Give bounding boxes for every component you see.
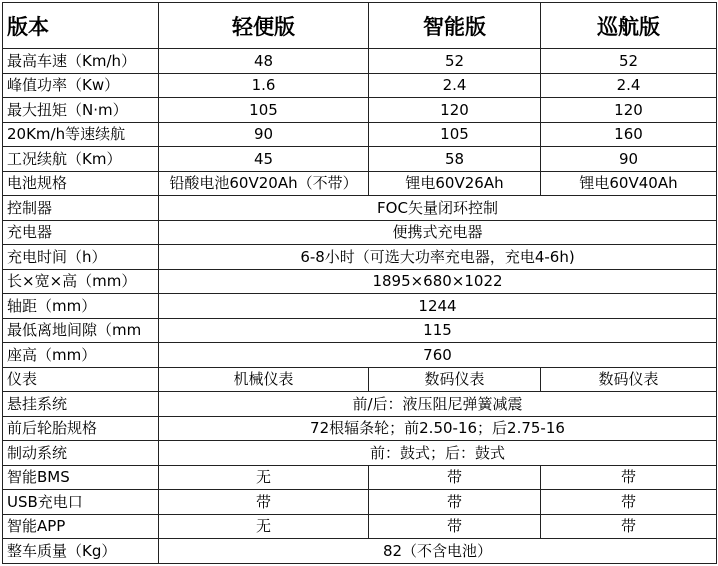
table-row xyxy=(3,269,717,294)
row-label: 充电时间（h） xyxy=(3,245,159,270)
cell-value: 105 xyxy=(159,98,369,123)
cell-value: 无 xyxy=(159,514,369,539)
row-label: 峰值功率（Kw） xyxy=(3,73,159,98)
row-label: 整车质量（Kg） xyxy=(3,539,159,564)
cell-value: 90 xyxy=(541,147,717,172)
table-row xyxy=(3,73,717,98)
table-row xyxy=(3,343,717,368)
table-row xyxy=(3,98,717,123)
cell-value: 160 xyxy=(541,122,717,147)
cell-value: 锂电60V40Ah xyxy=(541,171,717,196)
row-label: 最大扭矩（N·m） xyxy=(3,98,159,123)
table-row xyxy=(3,220,717,245)
cell-value: 58 xyxy=(369,147,541,172)
cell-value: 带 xyxy=(369,514,541,539)
table-row xyxy=(3,318,717,343)
shared-value: 1244 xyxy=(159,294,717,319)
shared-value: 760 xyxy=(159,343,717,368)
shared-value: 便携式充电器 xyxy=(159,220,717,245)
table-row xyxy=(3,49,717,74)
cell-value: 1.6 xyxy=(159,73,369,98)
cell-value: 带 xyxy=(369,490,541,515)
column-header-light: 轻便版 xyxy=(159,3,369,49)
cell-value: 带 xyxy=(541,490,717,515)
header-row xyxy=(3,3,717,49)
table-row xyxy=(3,392,717,417)
shared-value: 115 xyxy=(159,318,717,343)
table-row xyxy=(3,147,717,172)
shared-value: 82（不含电池） xyxy=(159,539,717,564)
cell-value: 带 xyxy=(541,465,717,490)
version-header: 版本 xyxy=(3,3,159,49)
cell-value: 45 xyxy=(159,147,369,172)
table-row xyxy=(3,196,717,221)
cell-value: 带 xyxy=(369,465,541,490)
cell-value: 105 xyxy=(369,122,541,147)
cell-value: 2.4 xyxy=(369,73,541,98)
cell-value: 无 xyxy=(159,465,369,490)
row-label: 长×宽×高（mm） xyxy=(3,269,159,294)
cell-value: 数码仪表 xyxy=(369,367,541,392)
table-row xyxy=(3,416,717,441)
spec-rows xyxy=(3,49,717,564)
row-label: 最高车速（Km/h） xyxy=(3,49,159,74)
cell-value: 48 xyxy=(159,49,369,74)
cell-value: 锂电60V26Ah xyxy=(369,171,541,196)
shared-value: FOC矢量闭环控制 xyxy=(159,196,717,221)
cell-value: 52 xyxy=(369,49,541,74)
table-row xyxy=(3,122,717,147)
cell-value: 120 xyxy=(541,98,717,123)
shared-value: 1895×680×1022 xyxy=(159,269,717,294)
row-label: 电池规格 xyxy=(3,171,159,196)
row-label: 控制器 xyxy=(3,196,159,221)
cell-value: 机械仪表 xyxy=(159,367,369,392)
row-label: 座高（mm） xyxy=(3,343,159,368)
table-row xyxy=(3,539,717,564)
table-row xyxy=(3,294,717,319)
shared-value: 6-8小时（可选大功率充电器，充电4-6h) xyxy=(159,245,717,270)
spec-table xyxy=(2,2,717,564)
row-label: 最低离地间隙（mm xyxy=(3,318,159,343)
cell-value: 带 xyxy=(159,490,369,515)
row-label: 工况续航（Km） xyxy=(3,147,159,172)
table-row xyxy=(3,465,717,490)
row-label: 充电器 xyxy=(3,220,159,245)
table-row xyxy=(3,514,717,539)
column-header-smart: 智能版 xyxy=(369,3,541,49)
row-label: 轴距（mm） xyxy=(3,294,159,319)
cell-value: 铅酸电池60V20Ah（不带） xyxy=(159,171,369,196)
row-label: 20Km/h等速续航 xyxy=(3,122,159,147)
column-header-cruise: 巡航版 xyxy=(541,3,717,49)
cell-value: 带 xyxy=(541,514,717,539)
shared-value: 72根辐条轮；前2.50-16；后2.75-16 xyxy=(159,416,717,441)
cell-value: 90 xyxy=(159,122,369,147)
row-label: 前后轮胎规格 xyxy=(3,416,159,441)
shared-value: 前/后：液压阻尼弹簧减震 xyxy=(159,392,717,417)
row-label: USB充电口 xyxy=(3,490,159,515)
cell-value: 52 xyxy=(541,49,717,74)
row-label: 智能APP xyxy=(3,514,159,539)
cell-value: 2.4 xyxy=(541,73,717,98)
row-label: 制动系统 xyxy=(3,441,159,466)
cell-value: 数码仪表 xyxy=(541,367,717,392)
row-label: 悬挂系统 xyxy=(3,392,159,417)
table-row xyxy=(3,367,717,392)
shared-value: 前：鼓式；后：鼓式 xyxy=(159,441,717,466)
table-row xyxy=(3,245,717,270)
table-row xyxy=(3,171,717,196)
row-label: 仪表 xyxy=(3,367,159,392)
table-row xyxy=(3,490,717,515)
row-label: 智能BMS xyxy=(3,465,159,490)
cell-value: 120 xyxy=(369,98,541,123)
table-row xyxy=(3,441,717,466)
